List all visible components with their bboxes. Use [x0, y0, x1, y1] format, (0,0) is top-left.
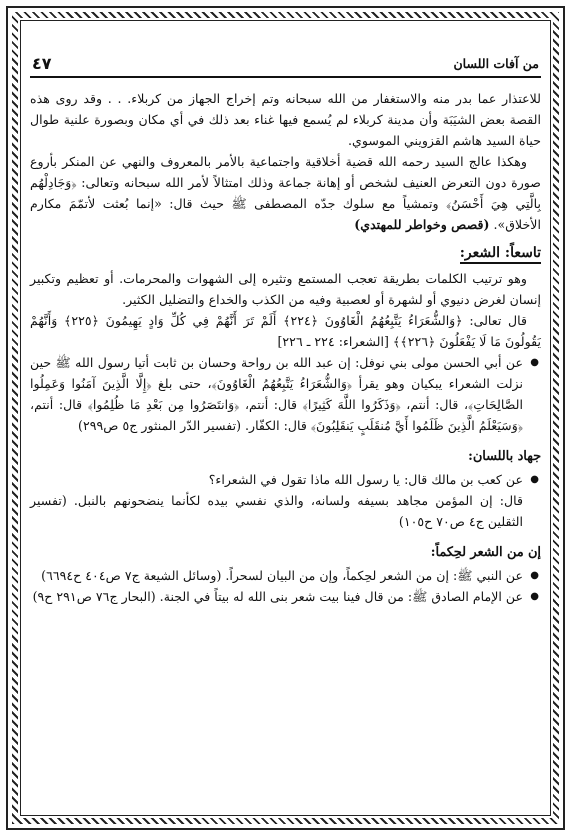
poetry-list: [30, 352, 541, 436]
poetry-paragraph-2: [30, 310, 541, 352]
page-content: [30, 46, 541, 816]
intro-reference: (قصص وخواطر للمهتدي): [354, 217, 490, 232]
wisdom-list: [30, 565, 541, 607]
section-heading-poetry: [30, 243, 541, 264]
quran-verse: ﴿وَالشُّعَرَاءُ يَتَّبِعُهُمُ الْغَاوُونَ ﴿٢٢٤﴾ أَلَمْ تَرَ أَنَّهُمْ فِي كُلِّ وَادٍ يَهِيمُونَ ﴿٢٢٥﴾ وَأَنَّهُمْ يَقُولُونَ مَا لَا يَفْعَلُونَ ﴿٢٢٦﴾﴾: [30, 313, 541, 349]
verse-lead: قال تعالى:: [469, 313, 527, 328]
list-item: ● عن أبي الحسن مولى بني نوفل: إن عبد الله بن رواحة وحسان بن ثابت أتيا رسول الله ﷺ حين نزلت الشعراء يبكيان وهو يقرأ ﴿وَالشُّعَرَاءُ يَتَّبِعُهُمُ الْغَاوُونَ﴾، حتى بلغ ﴿إِلَّا الَّذِينَ آمَنُوا وَعَمِلُوا الصَّالِحَاتِ﴾، قال: أنتم، ﴿وَذَكَرُوا اللَّهَ كَثِيرًا﴾ قال: أنتم، ﴿وَانتَصَرُوا مِن بَعْدِ مَا ظُلِمُوا﴾ قال: أنتم، ﴿وَسَيَعْلَمُ الَّذِينَ ظَلَمُوا أَيَّ مُنقَلَبٍ يَنقَلِبُونَ﴾ قال: الكفّار. (تفسير الدّر المنثور ج٥ ص٢٩٩): [30, 352, 523, 436]
intro-paragraph-2: [30, 151, 541, 235]
section-heading-jihad-text: جهاد باللسان:: [468, 449, 541, 464]
hadith-question: ● عن كعب بن مالك قال: يا رسول الله ماذا تقول في الشعراء؟: [208, 472, 523, 487]
section-heading-jihad: [30, 446, 541, 467]
section-heading-wisdom: [30, 542, 541, 563]
section-heading-wisdom-text: إن من الشعر لحِكماً:: [430, 545, 541, 560]
poetry-paragraph-1: وهو ترتيب الكلمات بطريقة تعجب المستمع وتثيره إلى الشهوات والمحرمات. أو تعظيم وتكبير إنسان لغرض دنيوي أو لشهرة أو لعصبية وفيه من الكذب والخداع والتضليل الكثير.: [30, 271, 541, 307]
page-header: [30, 52, 541, 78]
page-number: ٤٧: [32, 54, 52, 73]
list-item: [30, 469, 523, 532]
hadith-answer: قال: إن المؤمن مجاهد بسيفه ولسانه، والذي نفسي بيده لكأنما ينضحونهم بالنبل. (تفسير الثقلين ج٤ ص٧٠ ح١٠٥): [30, 493, 523, 529]
section-heading-poetry-text: تاسعاً: الشعر:: [460, 245, 541, 264]
verse-reference: [الشعراء: ٢٢٤ ـ ٢٢٦]: [277, 334, 389, 349]
jihad-list: [30, 469, 541, 532]
running-title: من آفات اللسان: [453, 56, 539, 71]
list-item: ● عن الإمام الصادق ﷺ: من قال فينا بيت شعر بنى الله له بيتاً في الجنة. (البحار ج٧٦ ص٢٩١ ح٩): [30, 586, 523, 607]
intro-paragraph-1: للاعتذار عما بدر منه والاستغفار من الله سبحانه وتم إخراج الجهاز من كربلاء. . . وقد روى هذه القصة بعض الشيَبَة وأن مدينة كربلاء لم يُسمع فيها غناء بعد ذلك في أي مكان وبصورة علنية طوال حياة السيد هاشم القزويني الموسوي.: [30, 91, 541, 148]
list-item: ● عن النبي ﷺ: إن من الشعر لحِكماً، وإن من البيان لسحراً. (وسائل الشيعة ج٧ ص٤٠٤ ح٦٦٩٤): [30, 565, 523, 586]
intro-paragraph-2-text: وهكذا عالج السيد رحمه الله قضية أخلاقية واجتماعية بالأمر بالمعروف والنهي عن المنكر بأروع صورة دون التعرض العنيف لشخص أو إهانة جماعة وذلك امتثالاً لأمر الله سبحانه وتعالى: ﴿وَجَادِلْهُم بِالَّتِي هِيَ أَحْسَنُ﴾ وتمشياً مع سلوك جدّه المصطفى ﷺ حيث قال: «إنما بُعثت لأتمّمَ مكارم الأخلاق».: [30, 154, 541, 232]
